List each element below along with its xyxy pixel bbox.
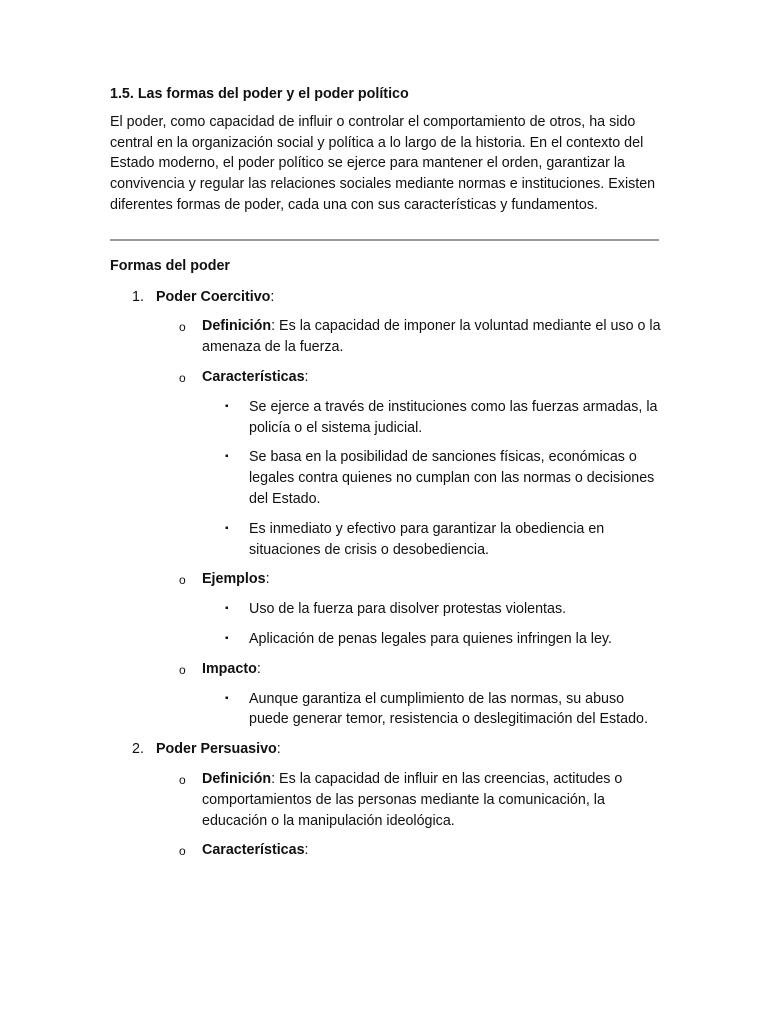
item-label: Poder Persuasivo — [156, 741, 277, 758]
sub-item-label: Ejemplos — [202, 571, 266, 588]
list-number: 1. — [132, 288, 144, 305]
item-label: Poder Coercitivo — [156, 288, 271, 305]
list-item-poder-persuasivo: 2. Poder Persuasivo: — [110, 739, 662, 760]
list-item: ▪ Aunque garantiza el cumplimiento de las normas, su abuso puede generar temor, resistencia o deslegitimación del Estado. — [225, 690, 648, 728]
sub-item-label: Definición — [202, 770, 272, 787]
sub-item-definicion — [110, 769, 662, 831]
circle-bullet-icon: o — [179, 573, 186, 588]
list-item: ▪ Es inmediato y efectivo para garantizar la obediencia en situaciones de crisis o desobediencia. — [225, 520, 605, 558]
section-title: 1.5. Las formas del poder y el poder político — [110, 86, 409, 102]
sub-item-impacto: o Impacto: — [110, 659, 662, 680]
document-content — [110, 84, 662, 870]
sub-item-text: : Es la capacidad de influir en las creencias, actitudes o comportamientos de las personas mediante la comunicación, la educación o la manipulación ideológica. — [202, 770, 623, 829]
list-item: ▪ Aplicación de penas legales para quienes infringen la ley. — [110, 629, 662, 650]
square-bullet-icon: ▪ — [225, 692, 229, 704]
square-bullet-icon: ▪ — [225, 522, 229, 534]
circle-bullet-icon: o — [179, 370, 186, 385]
square-bullet-icon: ▪ — [225, 632, 229, 644]
sub-item-definicion — [110, 316, 662, 358]
circle-bullet-icon: o — [179, 844, 186, 859]
list-item: ▪ Se ejerce a través de instituciones como las fuerzas armadas, la policía o el sistema judicial. — [225, 398, 658, 436]
sub-item-caracteristicas: o Características: — [110, 367, 662, 388]
list-number: 2. — [132, 741, 144, 758]
sub-item-label: Características — [202, 842, 305, 859]
square-bullet-icon: ▪ — [225, 603, 229, 615]
sub-item-label: Definición — [202, 318, 272, 335]
circle-bullet-icon: o — [179, 772, 186, 787]
sub-item-caracteristicas: o Características: — [110, 840, 662, 861]
sub-item-label: Impacto — [202, 660, 257, 677]
sub-item-label: Características — [202, 368, 305, 385]
intro-paragraph: El poder, como capacidad de influir o controlar el comportamiento de otros, ha sido central en la organización social y política a lo largo de la historia. En el contexto del Estado moderno, el poder político se ejerce para mantener el orden, garantizar la convivencia y regular las relaciones sociales mediante normas e instituciones. Existen diferentes formas de poder, cada una con sus características y fundamentos. — [110, 113, 656, 213]
circle-bullet-icon: o — [179, 662, 186, 677]
sub-item-text: : Es la capacidad de imponer la voluntad mediante el uso o la amenaza de la fuerza. — [202, 318, 661, 356]
square-bullet-icon: ▪ — [225, 400, 229, 412]
square-bullet-icon: ▪ — [225, 451, 229, 463]
sub-item-ejemplos: o Ejemplos: — [110, 569, 662, 590]
horizontal-divider — [110, 239, 659, 241]
forms-heading: Formas del poder — [110, 257, 230, 274]
list-item: ▪ Se basa en la posibilidad de sanciones físicas, económicas o legales contra quienes no cumplan con las normas o decisiones del Estado. — [225, 449, 655, 507]
circle-bullet-icon: o — [179, 320, 186, 335]
list-item-poder-coercitivo: 1. Poder Coercitivo: — [110, 287, 662, 308]
list-item: ▪ Uso de la fuerza para disolver protestas violentas. — [110, 599, 662, 620]
